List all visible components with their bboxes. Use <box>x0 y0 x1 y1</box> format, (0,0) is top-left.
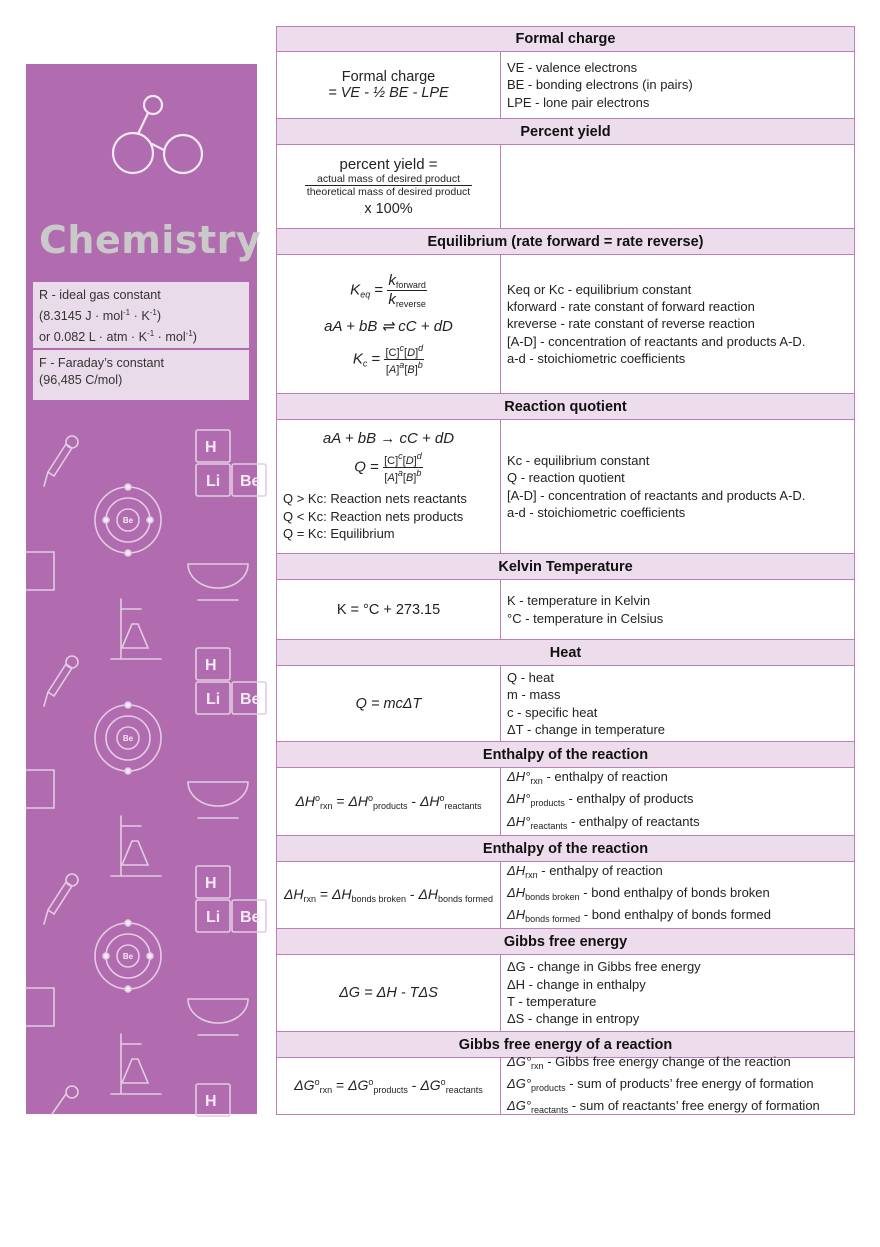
legend-item: Q - reaction quotient <box>507 470 625 486</box>
legend-item: Q - heat <box>507 669 554 685</box>
fraction-denominator: theoretical mass of desired product <box>306 186 471 198</box>
legend-item: T - temperature <box>507 994 597 1009</box>
percent-yield-legend <box>501 145 854 228</box>
gibbs-reaction-formula: $\Delta G^o_{rxn} = \Delta G^o_{products} - \Delta G^o_{reactants}$ <box>277 1058 501 1114</box>
formula-line: Formal charge <box>341 69 436 85</box>
condition-line: Q < Kc: Reaction nets products <box>283 508 464 524</box>
section-header-gibbs-reaction: Gibbs free energy of a reaction <box>276 1032 855 1058</box>
heat-legend <box>501 666 854 741</box>
pipette-icon <box>44 874 78 924</box>
reaction-quotient-row <box>276 420 855 554</box>
constant-f-box <box>33 350 249 400</box>
legend-item: c - specific heat <box>507 704 598 720</box>
condition-line: Q = Kc: Equilibrium <box>283 526 395 542</box>
equilibrium-row <box>276 255 855 394</box>
kc-equation: $K_c$ = $\frac{[C]^c[D]^d}{[A]^a[B]^b}$ <box>352 343 424 376</box>
kelvin-legend <box>501 580 854 639</box>
pipette-icon <box>52 1086 78 1114</box>
reaction-quotient-formula <box>277 420 501 553</box>
enthalpy-formula: $\Delta H^o_{rxn} = \Delta H^o_{products} - \Delta H^o_{reactants}$ <box>277 768 501 835</box>
legend-item: ΔG - change in Gibbs free energy <box>507 959 701 975</box>
legend-item: $\Delta H_{rxn}$ - enthalpy of reaction <box>507 862 663 880</box>
gibbs-row <box>276 955 855 1032</box>
legend-item: $\Delta H_{bonds broken}$ - bond enthalpy of bonds broken <box>507 884 770 902</box>
legend-item: Kc - equilibrium constant <box>507 452 650 468</box>
gibbs-formula: ΔG = ΔH - TΔS <box>277 955 501 1031</box>
constant-r-value-alt: or 0.082 L · atm · $K^{-1} \cdot mol^{-1}$) <box>39 329 197 345</box>
equilibrium-legend <box>501 255 854 393</box>
section-header-equilibrium: Equilibrium (rate forward = rate reverse) <box>276 229 855 255</box>
tile-li: Li <box>206 909 221 926</box>
tile-h: H <box>205 875 217 892</box>
pipette-icon <box>44 656 78 706</box>
sidebar-title: Chemistry <box>39 218 262 262</box>
legend-item: ΔS - change in entropy <box>507 1011 640 1027</box>
keq-equation: $K_{eq}$ = $\frac{k_{forward}}{k_{reverse}}$ <box>350 272 426 309</box>
q-equation: Q = $\frac{[C]^c[D]^d}{[A]^a[B]^b}$ <box>354 451 422 485</box>
bowl-icon <box>188 564 248 600</box>
reaction-quotient-legend <box>501 420 854 553</box>
constant-r-box <box>33 282 249 348</box>
tile-li: Li <box>206 691 221 708</box>
constant-f-name: F - Faraday’s constant <box>39 356 165 370</box>
heat-formula: Q = mcΔT <box>277 666 501 741</box>
lab-stand-icon <box>111 599 161 659</box>
constant-f-value: (96,485 C/mol) <box>39 373 123 387</box>
tile-be: Be <box>240 909 261 926</box>
constant-r-value: (8.3145 $J \cdot mol^{-1} \cdot K^{-1}$) <box>39 308 162 324</box>
equilibrium-formula <box>277 255 501 393</box>
legend-item: $\Delta H^\circ_{products}$ - enthalpy of products <box>507 791 694 809</box>
section-header-percent-yield: Percent yield <box>276 119 855 145</box>
tile-h: H <box>205 439 217 456</box>
legend-item: $\Delta G^\circ_{products}$ - sum of products’ free energy of formation <box>507 1075 814 1093</box>
yield-fraction <box>305 173 472 198</box>
molecule-icon <box>113 96 202 173</box>
lab-stand-icon <box>111 816 161 876</box>
section-header-heat: Heat <box>276 640 855 666</box>
formula-table <box>276 26 855 1115</box>
formula-line: x 100% <box>364 201 413 217</box>
tile-be: Be <box>240 473 261 490</box>
section-header-gibbs: Gibbs free energy <box>276 929 855 955</box>
atom-label: Be <box>122 952 134 961</box>
beaker-icon <box>26 988 54 1026</box>
legend-item: kforward - rate constant of forward reaction <box>507 299 755 315</box>
legend-item: $\Delta H_{bonds formed}$ - bond enthalpy of bonds formed <box>507 907 771 925</box>
legend-item: kreverse - rate constant of reverse reaction <box>507 316 755 332</box>
section-header-formal-charge: Formal charge <box>276 26 855 52</box>
tile-be: Be <box>240 691 261 708</box>
kelvin-row <box>276 580 855 640</box>
condition-line: Q > Kc: Reaction nets reactants <box>283 491 467 507</box>
section-header-kelvin: Kelvin Temperature <box>276 554 855 580</box>
legend-item: ΔH - change in enthalpy <box>507 976 646 992</box>
legend-item: a-d - stoichiometric coefficients <box>507 504 686 520</box>
pipette-icon <box>44 436 78 486</box>
legend-item: $\Delta H^\circ_{rxn}$ - enthalpy of reaction <box>507 769 668 787</box>
legend-item: $\Delta G^\circ_{reactants}$ - sum of reactants’ free energy of formation <box>507 1098 820 1116</box>
legend-item: Keq or Kc - equilibrium constant <box>507 281 692 297</box>
section-header-reaction-quotient: Reaction quotient <box>276 394 855 420</box>
enthalpy-legend <box>501 768 854 835</box>
beaker-icon <box>26 552 54 590</box>
tile-h: H <box>205 1093 217 1110</box>
formula-line: percent yield = <box>339 156 438 173</box>
enthalpy-row <box>276 768 855 836</box>
formal-charge-row <box>276 52 855 119</box>
bowl-icon <box>188 782 248 818</box>
legend-item: [A-D] - concentration of reactants and products A-D. <box>507 487 806 503</box>
heat-row <box>276 666 855 742</box>
quotient-reaction: aA + bB → cC + dD <box>322 430 455 448</box>
legend-item: $\Delta G^\circ_{rxn}$ - Gibbs free energy change of the reaction <box>507 1053 791 1071</box>
equilibrium-reaction: aA + bB ⇌ cC + dD <box>324 318 453 335</box>
legend-item: VE - valence electrons <box>507 60 638 76</box>
gibbs-legend <box>501 955 854 1031</box>
legend-item: LPE - lone pair electrons <box>507 94 650 110</box>
formal-charge-formula <box>277 52 501 118</box>
tile-li: Li <box>206 473 221 490</box>
legend-item: a-d - stoichiometric coefficients <box>507 350 686 366</box>
constant-r-name: R - ideal gas constant <box>39 288 161 302</box>
section-header-enthalpy-bonds: Enthalpy of the reaction <box>276 836 855 862</box>
legend-item: K - temperature in Kelvin <box>507 593 651 609</box>
kelvin-formula: K = °C + 273.15 <box>277 580 501 639</box>
lab-stand-icon <box>111 1034 161 1094</box>
legend-item: ΔT - change in temperature <box>507 721 666 737</box>
sidebar-panel <box>26 64 262 1114</box>
legend-item: $\Delta H^\circ_{reactants}$ - enthalpy of reactants <box>507 813 700 831</box>
gibbs-reaction-row <box>276 1053 855 1116</box>
formal-charge-legend <box>501 52 854 118</box>
legend-item: °C - temperature in Celsius <box>507 610 664 626</box>
formula-line: = VE - ½ BE - LPE <box>328 85 449 101</box>
percent-yield-formula <box>277 145 501 228</box>
enthalpy-bonds-formula: $\Delta H_{rxn} = \Delta H_{bonds broken} - \Delta H_{bonds formed}$ <box>277 862 501 928</box>
percent-yield-row <box>276 145 855 229</box>
beaker-icon <box>26 770 54 808</box>
section-header-enthalpy: Enthalpy of the reaction <box>276 742 855 768</box>
atom-label: Be <box>122 734 134 743</box>
tile-h: H <box>205 657 217 674</box>
atom-label: Be <box>122 516 134 525</box>
legend-item: BE - bonding electrons (in pairs) <box>507 77 693 93</box>
enthalpy-bonds-row <box>276 862 855 929</box>
fraction-numerator: actual mass of desired product <box>305 173 472 186</box>
legend-item: m - mass <box>507 687 561 703</box>
enthalpy-bonds-legend <box>501 862 854 928</box>
gibbs-reaction-legend <box>501 1053 854 1116</box>
legend-item: [A-D] - concentration of reactants and products A-D. <box>507 333 806 349</box>
bowl-icon <box>188 999 248 1035</box>
